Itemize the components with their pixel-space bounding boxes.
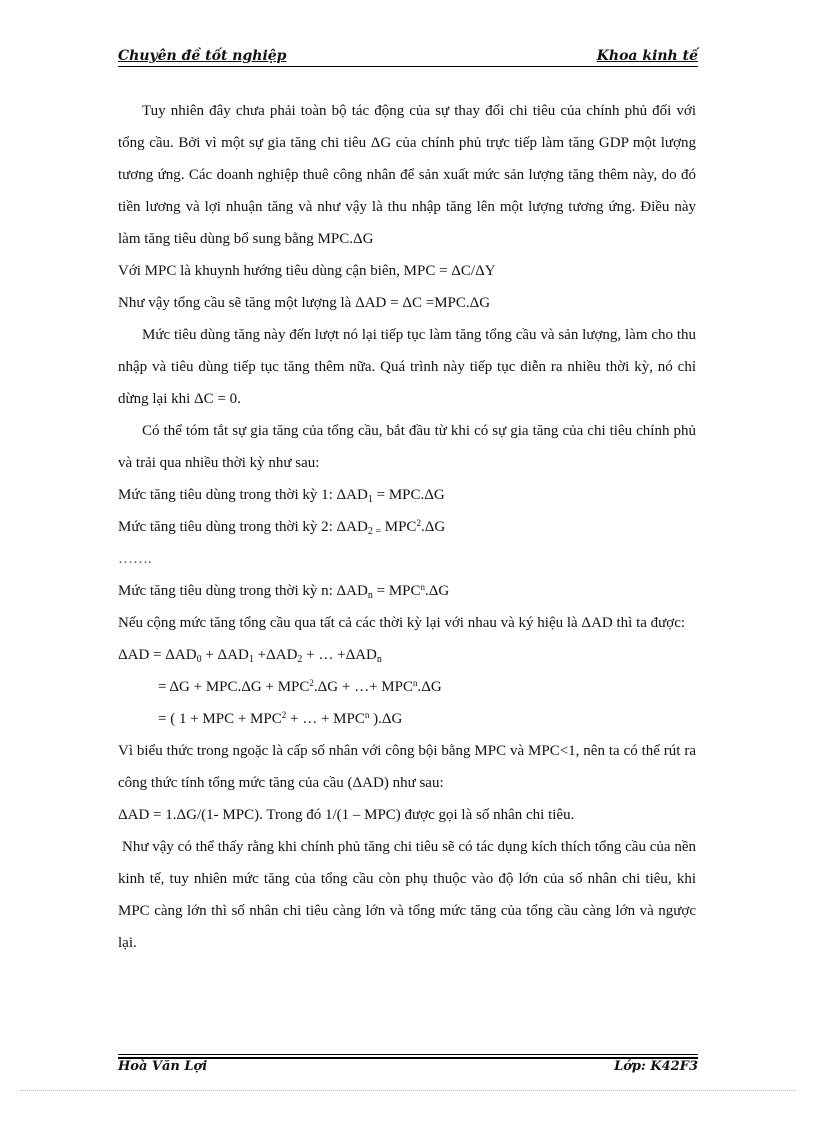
header-faculty: Khoa kinh tế: [596, 48, 698, 64]
paragraph-series: Vì biểu thức trong ngoặc là cấp số nhân với công bội bằng MPC và MPC<1, nên ta có thể rút ra công thức tính tổng mức tăng của cầu (ΔAD) như sau:: [118, 743, 696, 791]
header-title: Chuyên đề tốt nghiệp: [118, 48, 287, 64]
period-1-line: Mức tăng tiêu dùng trong thời kỳ 1: $\Delta AD_1 = MPC.\Delta G$: [118, 487, 445, 505]
header-rule: [118, 66, 698, 67]
footer-author: Hoà Văn Lợi: [118, 1059, 208, 1074]
ellipsis-line: …….: [118, 551, 152, 567]
paragraph-sum-intro: Nếu cộng mức tăng tổng cầu qua tất cả các thời kỳ lại với nhau và ký hiệu là ΔAD thì ta được:: [118, 615, 686, 631]
paragraph-conclusion: Như vậy có thể thấy rằng khi chính phủ tăng chi tiêu sẽ có tác dụng kích thích tổng cầu của nền kinh tế, tuy nhiên mức tăng của tổng cầu còn phụ thuộc vào độ lớn của số nhân chi tiêu, khi MPC càng lớn thì số nhân chi tiêu càng lớn và tổng mức tăng của tổng cầu càng lớn và ngược lại.: [118, 839, 696, 951]
footer-rule-thin: [118, 1054, 698, 1055]
paragraph-1: Tuy nhiên đây chưa phải toàn bộ tác động của sự thay đổi chi tiêu của chính phủ đối với tổng cầu. Bởi vì một sự gia tăng chi tiêu ΔG của chính phủ trực tiếp làm tăng GDP một lượng tương ứng. Các doanh nghiệp thuê công nhân để sản xuất mức sản lượng tăng thêm này, do đó tiền lương và lợi nhuận tăng và như vậy là thu nhập tăng lên một lượng tương ứng. Điều này làm tăng tiêu dùng bổ sung bằng MPC.ΔG: [118, 103, 696, 247]
equation-line-3: = ( 1 + MPC + $MPC^2$ + … + $MPC^n$ ).ΔG: [158, 710, 403, 727]
page-header: [118, 48, 698, 68]
period-2-line: Mức tăng tiêu dùng trong thời kỳ 2: $\Delta AD_{2 =}$ MPC$^2$.ΔG: [118, 518, 446, 537]
paragraph-multiplier: ΔAD = 1.ΔG/(1- MPC). Trong đó 1/(1 – MPC) được gọi là số nhân chi tiêu.: [118, 807, 575, 823]
period-n-line: Mức tăng tiêu dùng trong thời kỳ n: $\Delta AD_n = MPC^n.\Delta G$: [118, 582, 450, 601]
footer-class: Lớp: K42F3: [614, 1059, 698, 1074]
paragraph-3: Như vậy tổng cầu sẽ tăng một lượng là ΔAD = ΔC =MPC.ΔG: [118, 295, 491, 311]
equation-line-1: $\Delta AD = \Delta AD_0 + \Delta AD_1 +\Delta AD_2$ + … $+\Delta AD_n$: [118, 647, 382, 665]
paragraph-4: Mức tiêu dùng tăng này đến lượt nó lại tiếp tục làm tăng tổng cầu và sản lượng, làm cho thu nhập và tiêu dùng tiếp tục tăng thêm nữa. Quá trình này tiếp tục diễn ra nhiều thời kỳ, nó chỉ dừng lại khi ΔC = 0.: [118, 327, 696, 407]
paragraph-5: Có thể tóm tắt sự gia tăng của tổng cầu, bắt đầu từ khi có sự gia tăng của chi tiêu chính phủ và trải qua nhiều thời kỳ như sau:: [118, 423, 696, 471]
paragraph-2: Với MPC là khuynh hướng tiêu dùng cận biên, MPC = ΔC/ΔY: [118, 263, 496, 279]
equation-line-2: = $\Delta G + MPC.\Delta G + MPC^2.\Delta G$ + …+ $MPC^n.\Delta G$: [158, 678, 442, 695]
page-footer: [118, 1059, 698, 1077]
document-body: [118, 95, 696, 959]
page-bottom-dotted-border: [20, 1090, 796, 1091]
